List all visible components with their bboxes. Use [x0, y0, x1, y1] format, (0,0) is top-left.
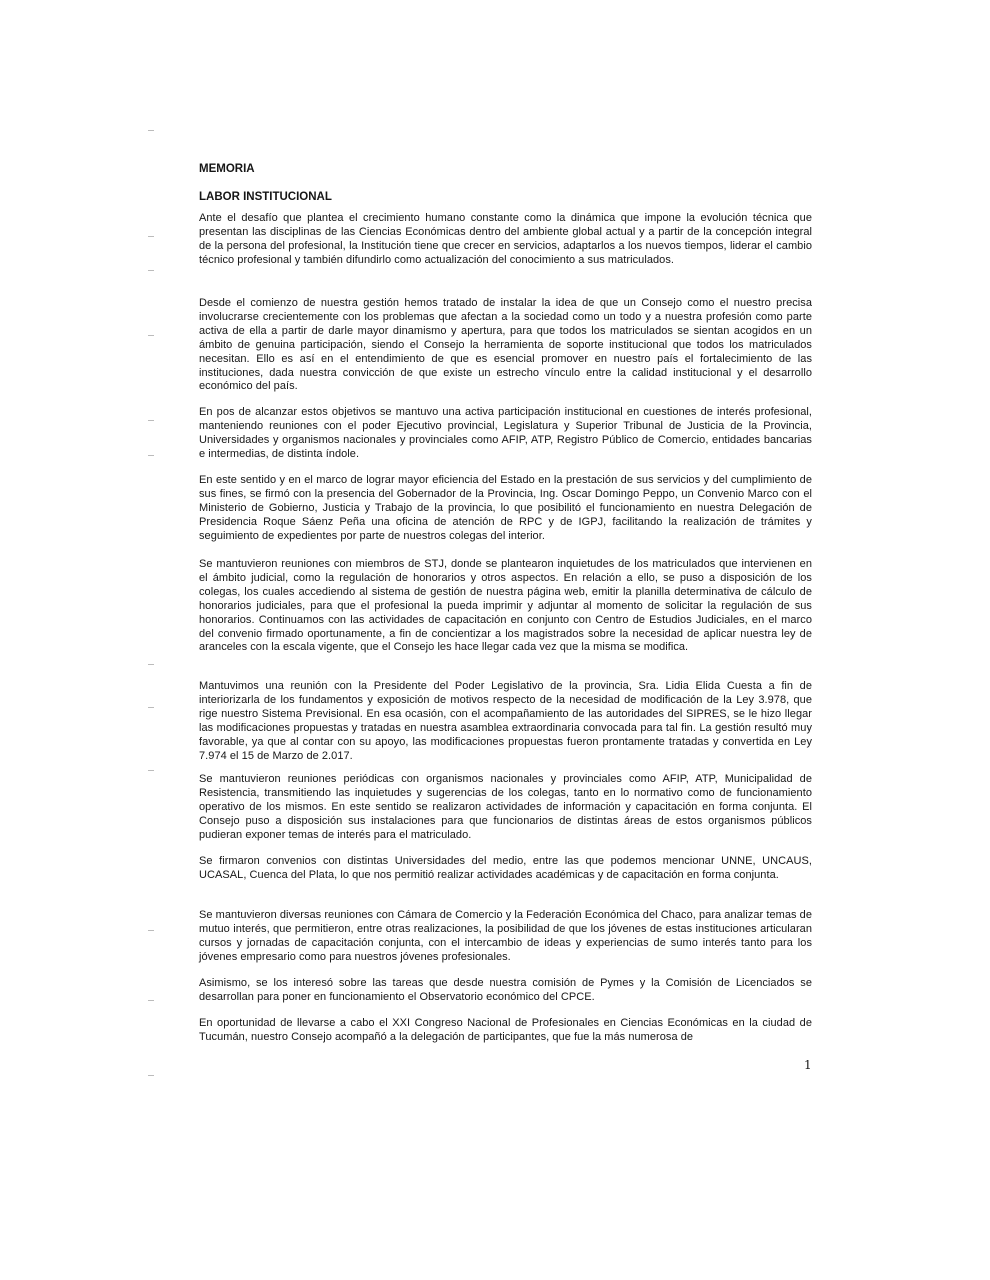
paragraph: En oportunidad de llevarse a cabo el XXI Congreso Nacional de Profesionales en Ciencias Económicas en la ciudad de Tucumán, nuestro Consejo acompañó a la delegación de participantes, que fue la más numerosa de: [199, 1017, 812, 1043]
margin-mark: [148, 455, 154, 456]
paragraph: Se mantuvieron reuniones con miembros de STJ, donde se plantearon inquietudes de los matriculados que intervienen en el ámbito judicial, como la regulación de honorarios y otros aspectos. En relación a ello, se puso a disposición de los colegas, los cuales accediendo al sistema de gestión de nuestra página web, emitir la planilla determinativa de cálculo de honorarios judiciales, para que el profesional la pueda imprimir y adjuntar al momento de solicitar la regulación de sus honorarios. Continuamos con las actividades de capacitación en conjunto con Centro de Estudios Judiciales, en el marco del convenio firmado oportunamente, a fin de concientizar a los magistrados sobre la necesidad de aplicar nuestra ley de aranceles con la escala vigente, que el Consejo les hace llegar cada vez que la misma se modifica.: [199, 558, 812, 654]
paragraph: En pos de alcanzar estos objetivos se mantuvo una activa participación institucional en cuestiones de interés profesional, manteniendo reuniones con el poder Ejecutivo provincial, Legislatura y Superior Tribunal de Justicia de la Provincia, Universidades y organismos nacionales y provinciales como AFIP, ATP, Registro Público de Comercio, entidades bancarias e intermedias, de distinta índole.: [199, 406, 812, 460]
paragraph: Se mantuvieron reuniones periódicas con organismos nacionales y provinciales como AFIP, ATP, Municipalidad de Resistencia, transmitiendo las inquietudes y sugerencias de los colegas, tanto en lo normativo como de funcionamiento operativo de los mismos. En este sentido se realizaron actividades de información y capacitación en forma conjunta. El Consejo puso a disposición sus instalaciones para que funcionarios de distintas áreas de estos organismos públicos pudieran exponer temas de interés para el matriculado.: [199, 773, 812, 841]
page-number: 1: [804, 1058, 812, 1072]
margin-mark: [148, 236, 154, 237]
margin-mark: [148, 707, 154, 708]
margin-mark: [148, 664, 154, 665]
paragraph: Se mantuvieron diversas reuniones con Cámara de Comercio y la Federación Económica del Chaco, para analizar temas de mutuo interés, que permitieron, entre otras realizaciones, la posibilidad de que los jóvenes de estas instituciones articularan cursos y jornadas de capacitación conjunta, con el intercambio de ideas y experiencias de sumo interés tanto para los jóvenes empresario como para nuestros jóvenes profesionales.: [199, 909, 812, 963]
paragraph: Se firmaron convenios con distintas Universidades del medio, entre las que podemos mencionar UNNE, UNCAUS, UCASAL, Cuenca del Plata, lo que nos permitió realizar actividades académicas y de capacitación en forma conjunta.: [199, 855, 812, 881]
paragraph: Ante el desafío que plantea el crecimiento humano constante como la dinámica que impone la evolución técnica que presentan las disciplinas de las Ciencias Económicas dentro del ambiente global actual y a partir de la concepción integral de la persona del profesional, la Institución tiene que crecer en servicios, adaptarlos a los nuevos tiempos, liderar el cambio técnico profesional y también difundirlo como actualización del conocimiento a sus matriculados.: [199, 212, 812, 266]
section-heading: LABOR INSTITUCIONAL: [199, 191, 332, 203]
margin-mark: [148, 335, 154, 336]
paragraph: Desde el comienzo de nuestra gestión hemos tratado de instalar la idea de que un Consejo como el nuestro precisa involucrarse crecientemente con los problemas que afectan a la sociedad como un todo y a nuestra profesión como parte activa de ella a partir de darle mayor dinamismo y apertura, para que todos los matriculados se sientan acogidos en un ámbito de genuina participación, siendo el Consejo la herramienta de soporte institucional que todos los matriculados necesitan. Ello es así en el entendimiento de que es esencial promover en nuestro país el fortalecimiento de las instituciones, dada nuestra convicción de que existe un estrecho vínculo entre la calidad institucional y el desarrollo económico del país.: [199, 297, 812, 393]
margin-mark: [148, 1000, 154, 1001]
margin-mark: [148, 270, 154, 271]
document-title: MEMORIA: [199, 163, 255, 175]
margin-mark: [148, 1075, 154, 1076]
paragraph: Mantuvimos una reunión con la Presidente del Poder Legislativo de la provincia, Sra. Lidia Elida Cuesta a fin de interiorizarla de los fundamentos y exposición de motivos respecto de la necesidad de modificación de la Ley 3.978, que rige nuestro Sistema Previsional. En esa ocasión, con el acompañamiento de las autoridades del SIPRES, se le hizo llegar las modificaciones propuestas y tratadas en nuestra asamblea extraordinaria convocada para tal fin. La gestión resultó muy favorable, ya que al contar con su apoyo, las modificaciones propuestas fueron prontamente tratadas y convertida en Ley 7.974 el 15 de Marzo de 2.017.: [199, 680, 812, 762]
margin-mark: [148, 130, 154, 131]
margin-mark: [148, 930, 154, 931]
margin-mark: [148, 420, 154, 421]
paragraph: Asimismo, se los interesó sobre las tareas que desde nuestra comisión de Pymes y la Comisión de Licenciados se desarrollan para poner en funcionamiento el Observatorio económico del CPCE.: [199, 977, 812, 1003]
paragraph: En este sentido y en el marco de lograr mayor eficiencia del Estado en la prestación de sus servicios y del cumplimiento de sus fines, se firmó con la presencia del Gobernador de la Provincia, Ing. Oscar Domingo Peppo, un Convenio Marco con el Ministerio de Gobierno, Justicia y Trabajo de la provincia, lo que posibilitó el funcionamiento en nuestra Delegación de Presidencia Roque Sáenz Peña una oficina de atención de RPC y de IGPJ, facilitando la realización de trámites y seguimiento de expedientes por parte de nuestros colegas del interior.: [199, 474, 812, 542]
margin-mark: [148, 770, 154, 771]
